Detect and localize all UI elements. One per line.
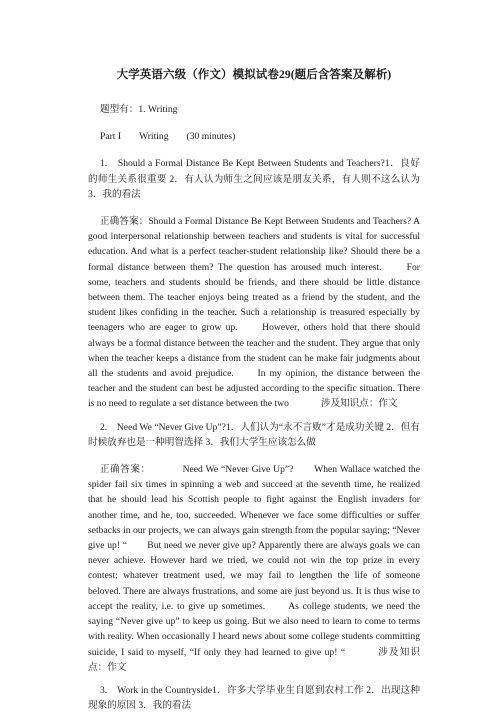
part-name: Writing xyxy=(139,131,169,143)
answer-label: 正确答案： xyxy=(100,216,149,228)
question-1-answer xyxy=(88,214,420,412)
document-page xyxy=(88,62,420,713)
answer-text: Should a Formal Distance Be Kept Between Students and Teachers? A good interpersonal relationship between teachers and students is vital for successful education. And what is a perfect teacher-student relationship like? Should there be a formal distance between them? The question has aroused much interest. For some, teachers and students should be friends, and there should be little distance between them. The teacher enjoys being treated as a friend by the student, and the student likes confiding in the teacher. Such a relationship is treasured especially by teenagers who are eager to grow up. However, others hold that there should always be a formal distance between the teacher and the student. They argue that only when the teacher keeps a distance from the student can he make fair judgments about all the students and avoid prejudice. In my opinion, the distance between the teacher and the student can best be adjusted according to the specific situation. There is no need to regulate a set distance between the two xyxy=(88,216,420,410)
question-type: 题型有：1. Writing xyxy=(100,104,178,115)
question-3-prompt: 3. Work in the Countryside1．许多大学毕业生自愿到农村工作 2．出现这种现象的原因 3．我的看法 xyxy=(88,684,420,712)
answer-label: 正确答案： xyxy=(100,464,151,476)
part-label: Part I xyxy=(100,131,122,143)
question-2-prompt: 2. Need We “Never Give Up”?1．人们认为“永不言败”才是成功关键 2．但有时候放弃也是一种明智选择 3．我们大学生应该怎么做 xyxy=(88,421,420,448)
part-time: (30 minutes) xyxy=(186,131,236,143)
knowledge-point: 涉及知识点：作文 xyxy=(88,646,420,673)
part-heading xyxy=(88,129,420,144)
document-title: 大学英语六级（作文）模拟试卷29(题后含答案及解析) xyxy=(116,69,392,81)
question-2-answer xyxy=(88,462,420,675)
knowledge-point: 涉及知识点：作文 xyxy=(320,398,398,410)
question-1-prompt: 1. Should a Formal Distance Be Kept Between Students and Teachers?1．良好的师生关系很重要 2．有人认为师生之间应该是朋友关系，有人则不这么认为 3．我的看法 xyxy=(88,158,420,200)
answer-text: Need We “Never Give Up”? When Wallace watched the spider fail six times in spinning a web and succeed at the seventh time, he realized that he should lead his Scottish people to fight against the English invaders for another time, and he, too, succeeded. Whenever we face some difficulties or suffer setbacks in our projects, we can always gain strength from the popular saying; “Never give up! “ But need we never give up? Apparently there are always goals we can never achieve. However hard we tried, we could not win the top prize in every contest; whatever treatment used, we may fail to lengthen the life of someone beloved. There are always frustrations, and some are just beyond us. It is thus wise to accept the reality, i.e. to give up sometimes. As college students, we need the saying “Never give up” to keep us going. But we also need to learn to come to terms with reality. When occasionally I heard news about some college students committing suicide, I said to myself, “If only they had learned to give up! “ xyxy=(88,464,420,658)
